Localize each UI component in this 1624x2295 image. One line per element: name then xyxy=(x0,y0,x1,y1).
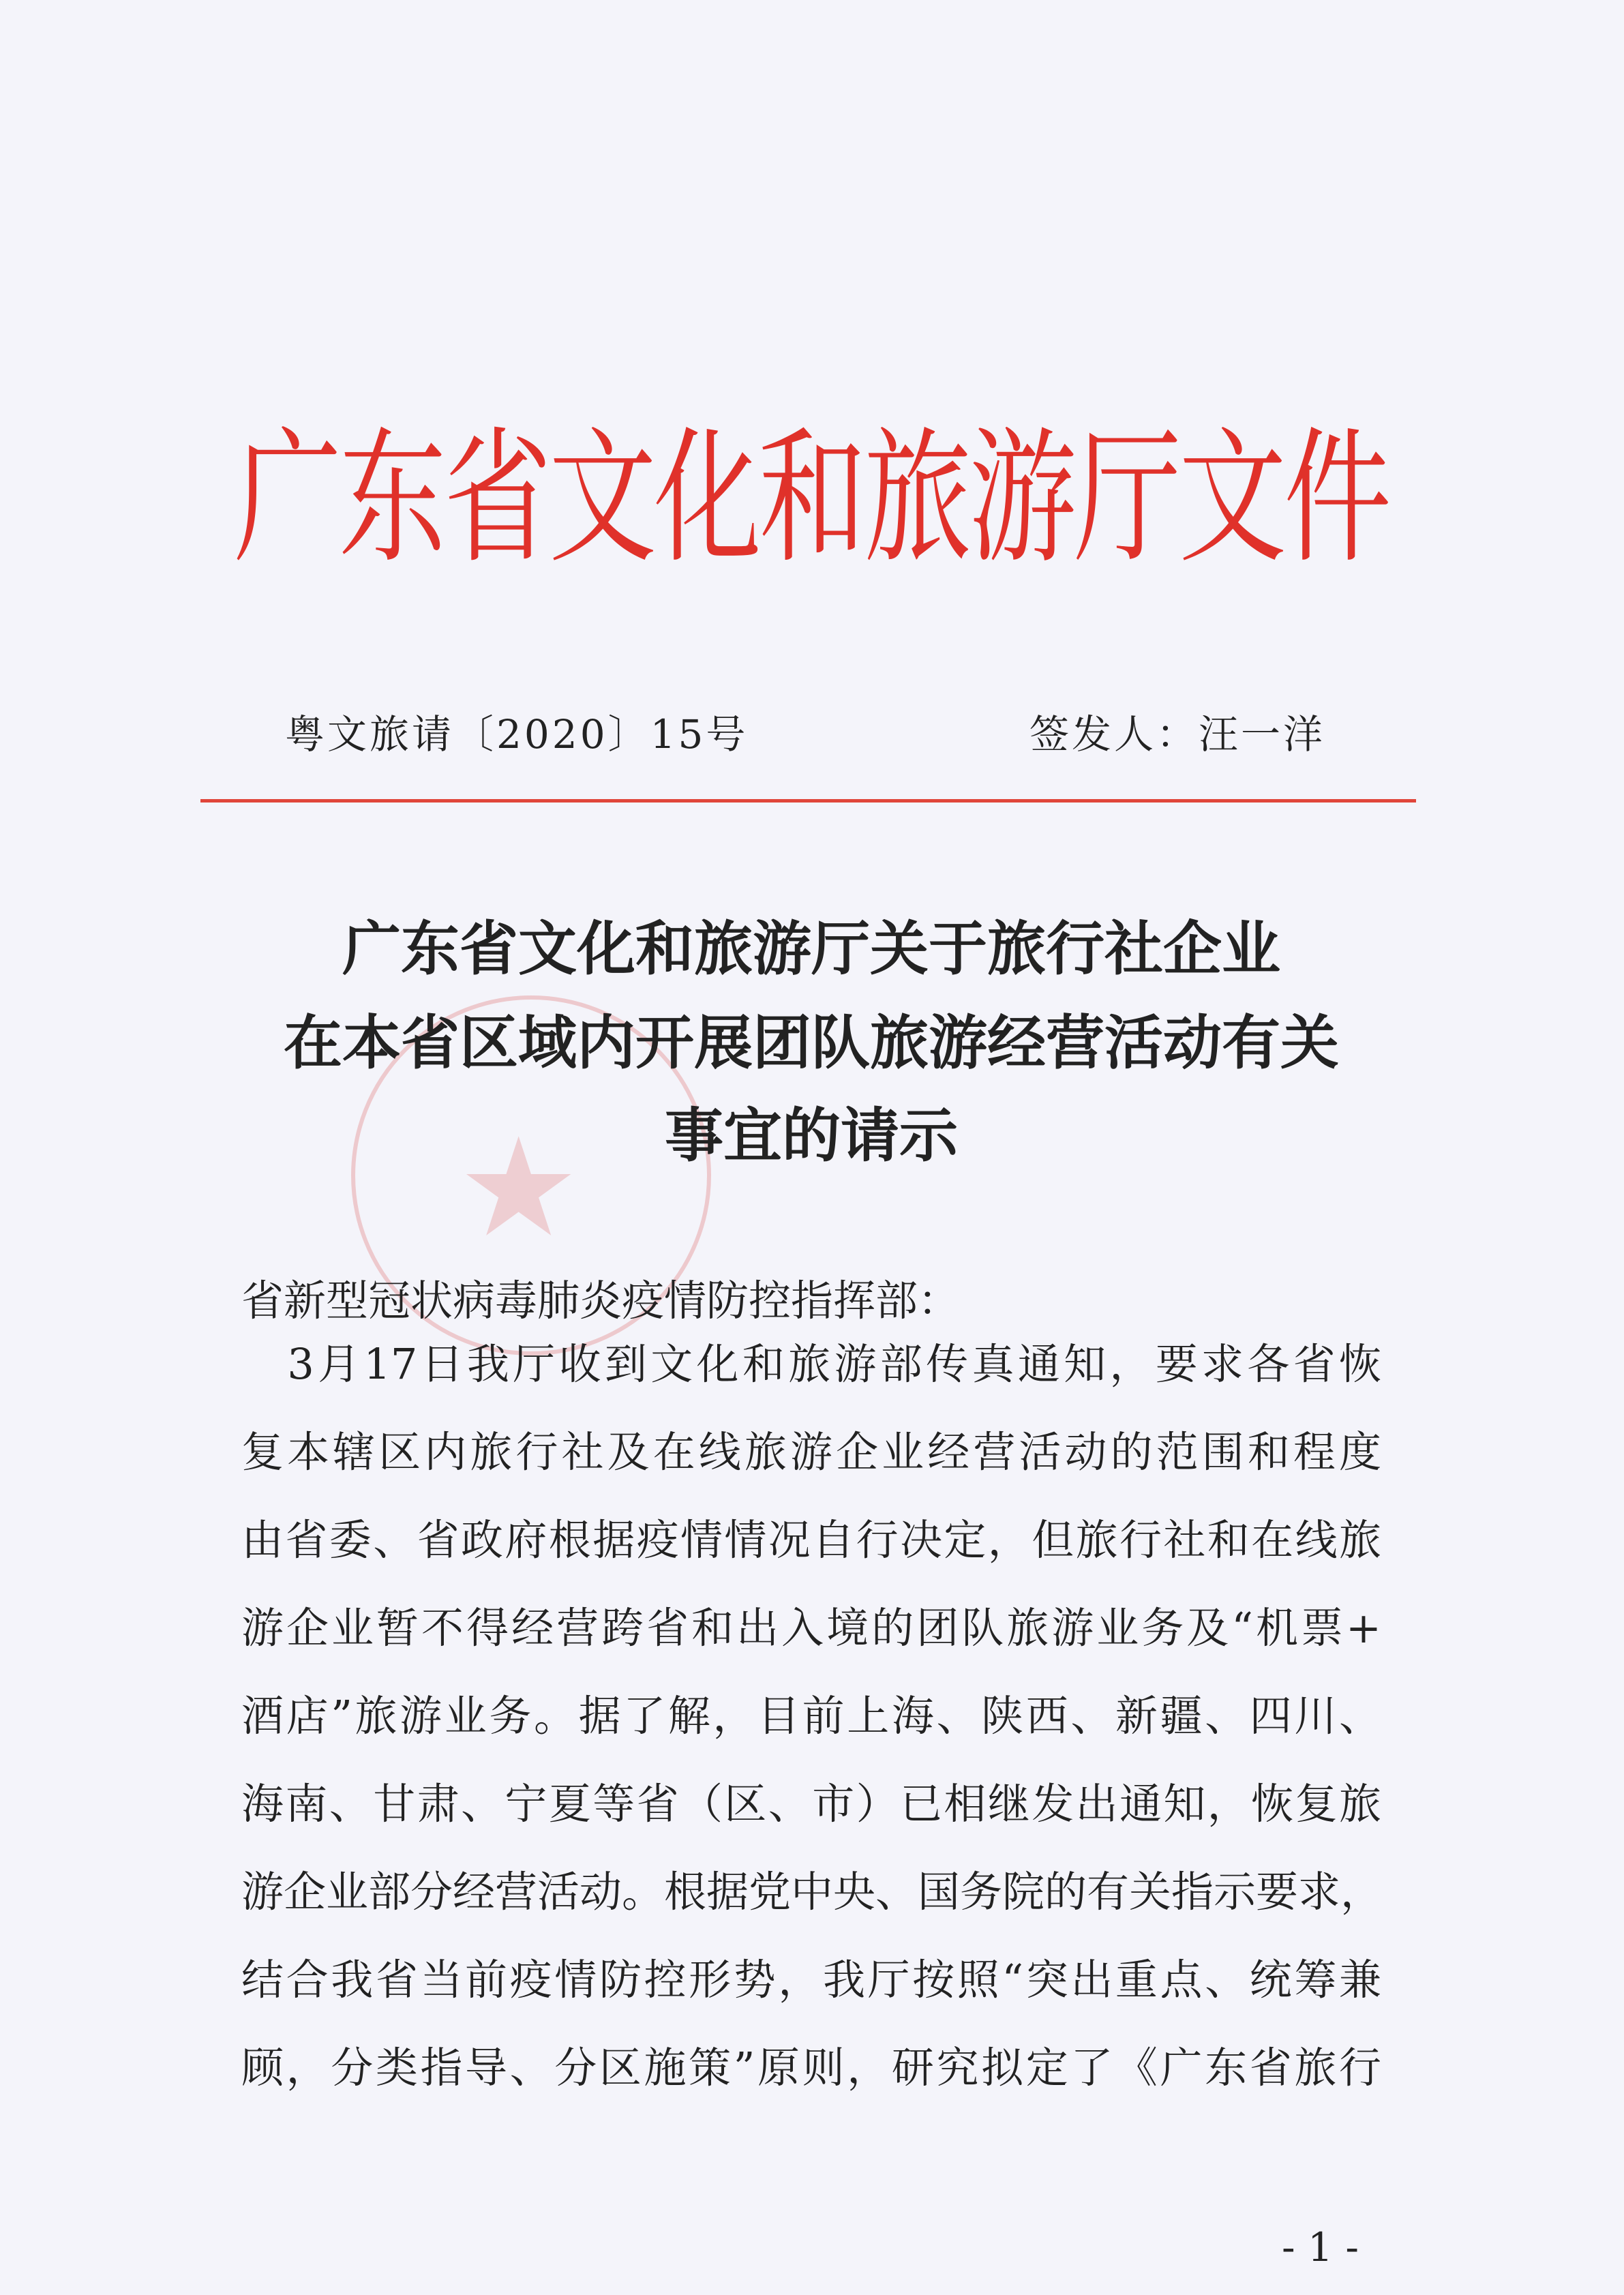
body-line: 顾，分类指导、分区施策”原则，研究拟定了《广东省旅行 xyxy=(241,2043,1381,2092)
document-number: 粤文旅请〔2020〕15号 xyxy=(285,711,749,758)
body-line: 游企业部分经营活动。根据党中央、国务院的有关指示要求， xyxy=(241,1867,1383,1917)
title-line: 广东省文化和旅游厅关于旅行社企业 xyxy=(342,914,1280,983)
body-line: 海南、甘肃、宁夏等省（区、市）已相继发出通知，恢复旅 xyxy=(241,1779,1381,1829)
title-line: 在本省区域内开展团队旅游经营活动有关 xyxy=(284,1008,1339,1077)
body-line: 3月17日我厅收到文化和旅游部传真通知，要求各省恢 xyxy=(241,1339,1381,1389)
body-line: 由省委、省政府根据疫情情况自行决定，但旅行社和在线旅 xyxy=(241,1515,1381,1565)
body-line: 结合我省当前疫情防控形势，我厅按照“突出重点、统筹兼 xyxy=(241,1955,1381,2005)
title-line: 事宜的请示 xyxy=(665,1101,958,1170)
body-line: 酒店”旅游业务。据了解，目前上海、陕西、新疆、四川、 xyxy=(241,1691,1381,1741)
body-line: 游企业暂不得经营跨省和出入境的团队旅游业务及“机票+ xyxy=(241,1603,1381,1653)
salutation: 省新型冠状病毒肺炎疫情防控指挥部： xyxy=(241,1276,961,1325)
document-header: 广东省文化和旅游厅文件 xyxy=(234,414,1389,584)
signer: 签发人：汪一洋 xyxy=(1029,711,1326,758)
red-divider xyxy=(200,799,1416,802)
page-number: - 1 - xyxy=(1282,2224,1359,2270)
seal-star-icon: ★ xyxy=(457,1109,580,1268)
body-line: 复本辖区内旅行社及在线旅游企业经营活动的范围和程度 xyxy=(241,1427,1381,1477)
